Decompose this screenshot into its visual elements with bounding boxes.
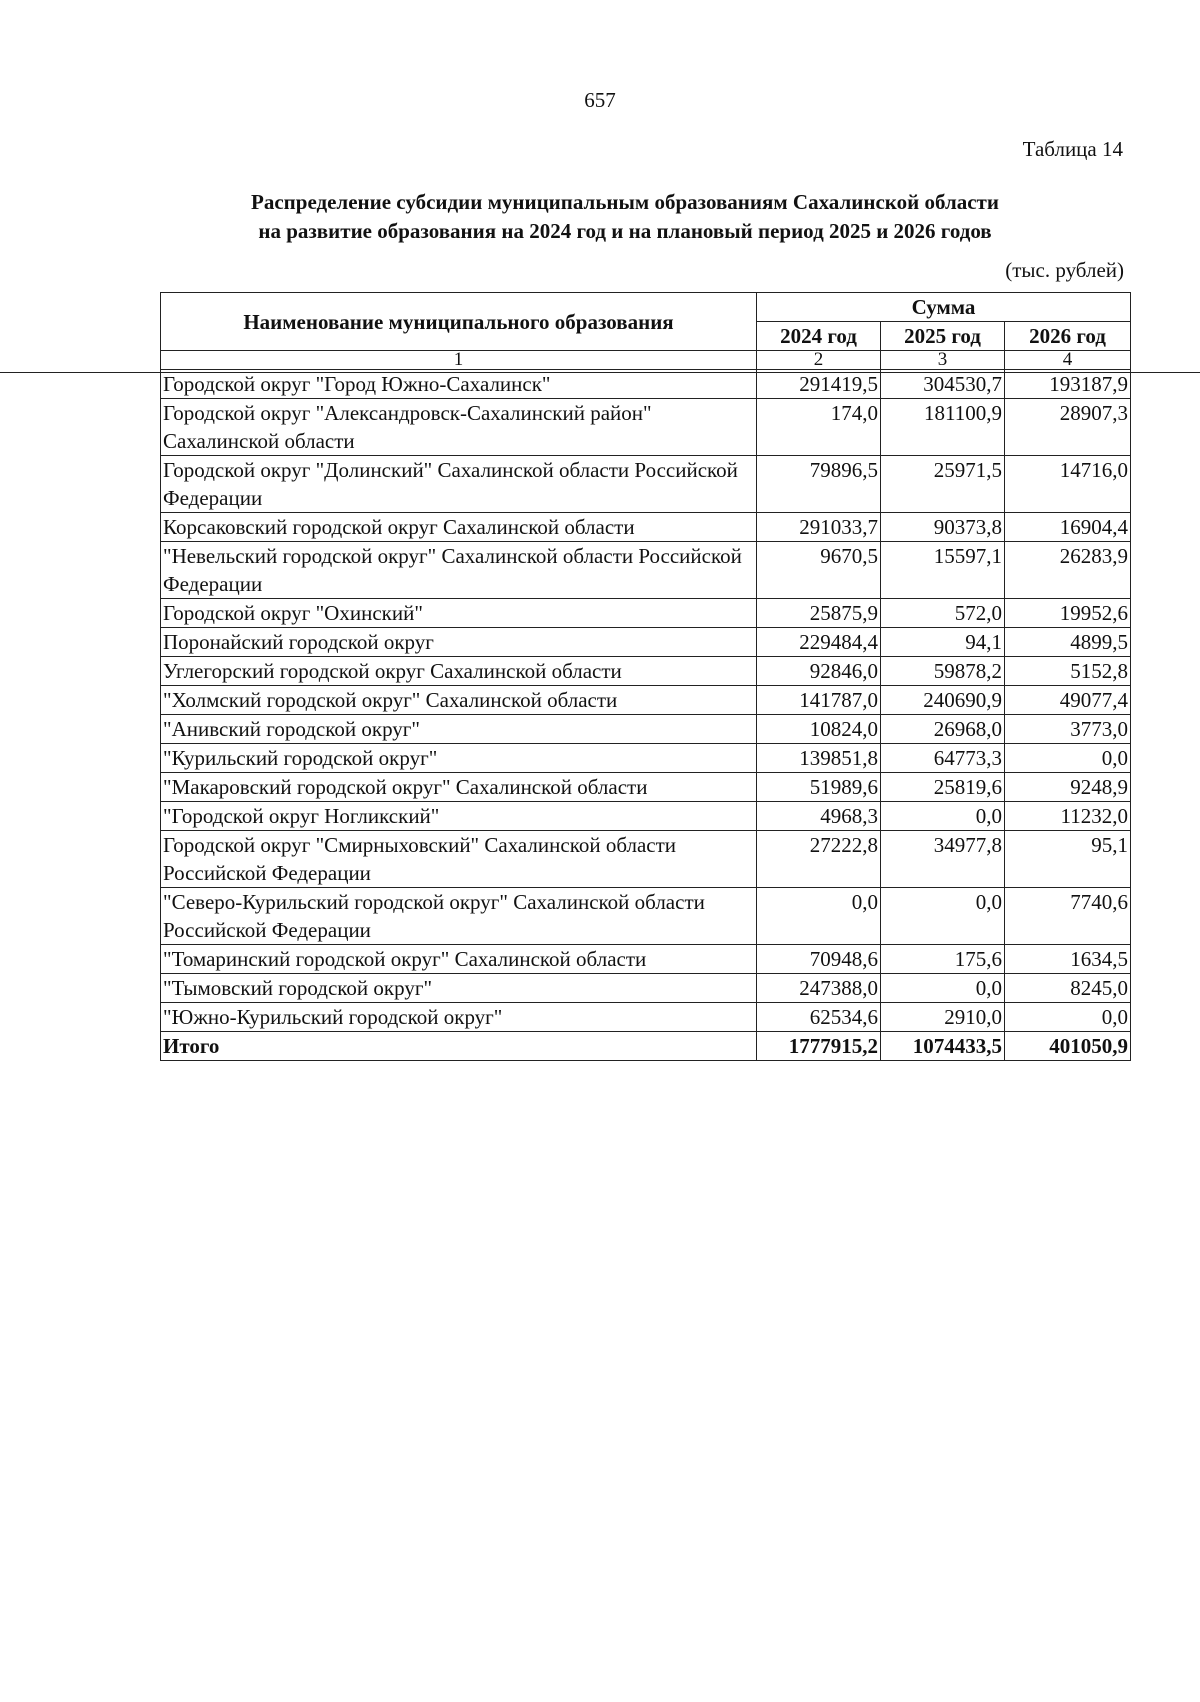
table-row (161, 513, 1131, 542)
table-row (161, 974, 1131, 1003)
value-2024: 4968,3 (757, 802, 881, 831)
value-2025: 15597,1 (881, 542, 1005, 599)
value-2026: 26283,9 (1005, 542, 1131, 599)
units-label: (тыс. рублей) (1005, 258, 1124, 282)
document-title (150, 188, 1100, 246)
table-row (161, 744, 1131, 773)
municipality-name: Корсаковский городской округ Сахалинской области (161, 513, 757, 542)
value-2024: 141787,0 (757, 686, 881, 715)
municipality-name: "Холмский городской округ" Сахалинской области (161, 686, 757, 715)
municipality-name: "Курильский городской округ" (161, 744, 757, 773)
header-year-2025: 2025 год (881, 322, 1005, 351)
table-row (161, 370, 1131, 399)
value-2026: 7740,6 (1005, 888, 1131, 945)
total-row (161, 1032, 1131, 1061)
value-2026: 1634,5 (1005, 945, 1131, 974)
table-row (161, 399, 1131, 456)
value-2026: 8245,0 (1005, 974, 1131, 1003)
subsidy-table (160, 292, 1131, 1061)
total-2026: 401050,9 (1005, 1032, 1131, 1061)
value-2026: 0,0 (1005, 744, 1131, 773)
table-row (161, 456, 1131, 513)
value-2024: 51989,6 (757, 773, 881, 802)
value-2025: 240690,9 (881, 686, 1005, 715)
value-2026: 5152,8 (1005, 657, 1131, 686)
value-2024: 10824,0 (757, 715, 881, 744)
value-2026: 0,0 (1005, 1003, 1131, 1032)
value-2024: 79896,5 (757, 456, 881, 513)
title-line-2: на развитие образования на 2024 год и на плановый период 2025 и 2026 годов (258, 219, 992, 243)
table-row (161, 657, 1131, 686)
table-row (161, 686, 1131, 715)
municipality-name: Поронайский городской округ (161, 628, 757, 657)
municipality-name: Городской округ "Охинский" (161, 599, 757, 628)
value-2024: 139851,8 (757, 744, 881, 773)
value-2024: 291419,5 (757, 370, 881, 399)
title-line-1: Распределение субсидии муниципальным образованиям Сахалинской области (251, 190, 999, 214)
value-2025: 0,0 (881, 974, 1005, 1003)
value-2025: 175,6 (881, 945, 1005, 974)
value-2025: 0,0 (881, 802, 1005, 831)
header-name-column: Наименование муниципального образования (161, 293, 757, 351)
value-2024: 174,0 (757, 399, 881, 456)
value-2024: 0,0 (757, 888, 881, 945)
total-label: Итого (161, 1032, 757, 1061)
municipality-name: "Макаровский городской округ" Сахалинской области (161, 773, 757, 802)
value-2026: 16904,4 (1005, 513, 1131, 542)
value-2025: 34977,8 (881, 831, 1005, 888)
value-2026: 28907,3 (1005, 399, 1131, 456)
table-row (161, 542, 1131, 599)
column-index: 2 (757, 351, 881, 370)
value-2025: 59878,2 (881, 657, 1005, 686)
value-2024: 9670,5 (757, 542, 881, 599)
value-2025: 572,0 (881, 599, 1005, 628)
table-row (161, 888, 1131, 945)
column-index: 4 (1005, 351, 1131, 370)
municipality-name: "Анивский городской округ" (161, 715, 757, 744)
municipality-name: "Невельский городской округ" Сахалинской области Российской Федерации (161, 542, 757, 599)
value-2025: 64773,3 (881, 744, 1005, 773)
value-2026: 49077,4 (1005, 686, 1131, 715)
value-2025: 0,0 (881, 888, 1005, 945)
municipality-name: Городской округ "Смирныховский" Сахалинской области Российской Федерации (161, 831, 757, 888)
column-index: 1 (161, 351, 757, 370)
table-row (161, 945, 1131, 974)
value-2026: 19952,6 (1005, 599, 1131, 628)
value-2024: 247388,0 (757, 974, 881, 1003)
table-row (161, 628, 1131, 657)
table-row (161, 802, 1131, 831)
value-2024: 62534,6 (757, 1003, 881, 1032)
municipality-name: "Тымовский городской округ" (161, 974, 757, 1003)
municipality-name: Городской округ "Александровск-Сахалинский район" Сахалинской области (161, 399, 757, 456)
value-2026: 11232,0 (1005, 802, 1131, 831)
table-label: Таблица 14 (1022, 137, 1123, 161)
municipality-name: "Томаринский городской округ" Сахалинской области (161, 945, 757, 974)
municipality-name: "Южно-Курильский городской округ" (161, 1003, 757, 1032)
value-2025: 304530,7 (881, 370, 1005, 399)
value-2026: 9248,9 (1005, 773, 1131, 802)
value-2026: 193187,9 (1005, 370, 1131, 399)
value-2026: 4899,5 (1005, 628, 1131, 657)
municipality-name: "Северо-Курильский городской округ" Сахалинской области Российской Федерации (161, 888, 757, 945)
municipality-name: "Городской округ Ногликский" (161, 802, 757, 831)
value-2024: 291033,7 (757, 513, 881, 542)
column-index-row (161, 351, 1131, 370)
table-row (161, 715, 1131, 744)
municipality-name: Городской округ "Долинский" Сахалинской области Российской Федерации (161, 456, 757, 513)
header-year-2024: 2024 год (757, 322, 881, 351)
value-2025: 25819,6 (881, 773, 1005, 802)
table-row (161, 599, 1131, 628)
value-2024: 25875,9 (757, 599, 881, 628)
value-2025: 2910,0 (881, 1003, 1005, 1032)
column-index: 3 (881, 351, 1005, 370)
value-2025: 181100,9 (881, 399, 1005, 456)
value-2024: 27222,8 (757, 831, 881, 888)
total-2024: 1777915,2 (757, 1032, 881, 1061)
header-sum-column: Сумма (757, 293, 1131, 322)
table-row (161, 1003, 1131, 1032)
municipality-name: Городской округ "Город Южно-Сахалинск" (161, 370, 757, 399)
value-2025: 90373,8 (881, 513, 1005, 542)
page-number: 657 (584, 88, 616, 112)
value-2025: 25971,5 (881, 456, 1005, 513)
total-2025: 1074433,5 (881, 1032, 1005, 1061)
value-2026: 3773,0 (1005, 715, 1131, 744)
municipality-name: Углегорский городской округ Сахалинской области (161, 657, 757, 686)
value-2024: 70948,6 (757, 945, 881, 974)
value-2024: 92846,0 (757, 657, 881, 686)
value-2026: 95,1 (1005, 831, 1131, 888)
value-2024: 229484,4 (757, 628, 881, 657)
value-2026: 14716,0 (1005, 456, 1131, 513)
header-year-2026: 2026 год (1005, 322, 1131, 351)
table-row (161, 773, 1131, 802)
table-row (161, 831, 1131, 888)
value-2025: 26968,0 (881, 715, 1005, 744)
value-2025: 94,1 (881, 628, 1005, 657)
